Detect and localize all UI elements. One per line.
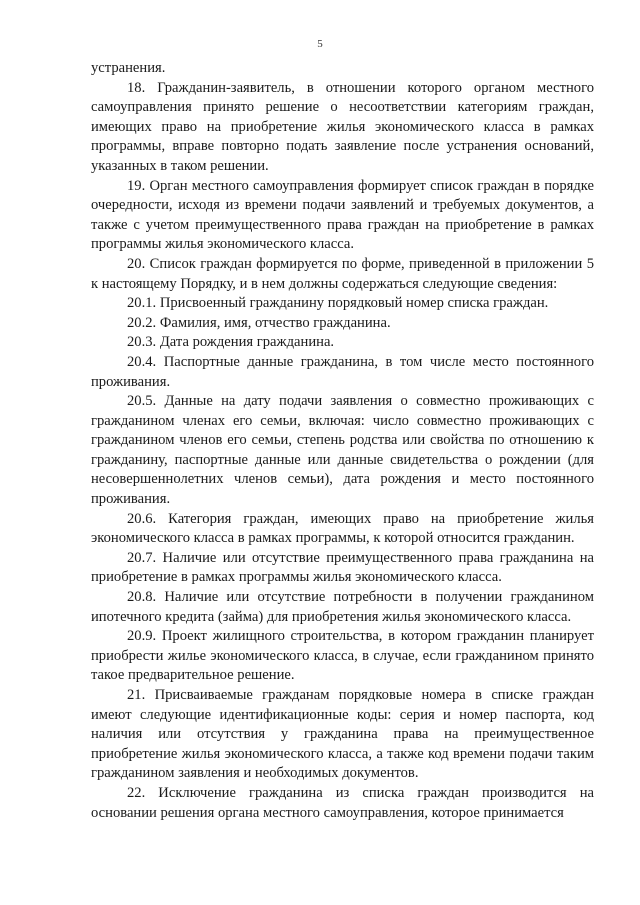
- page-number: 5: [317, 38, 323, 50]
- paragraph-20-8: 20.8. Наличие или отсутствие потребности в получении гражданином ипотечного кредита (займа) для приобретения жилья экономического класса.: [91, 589, 594, 625]
- paragraph-22: 22. Исключение гражданина из списка граждан производится на основании решения органа местного самоуправления, которое принимается: [91, 784, 594, 821]
- paragraph-21: 21. Присваиваемые гражданам порядковые номера в списке граждан имеют следующие идентификационные коды: серия и номер паспорта, код наличия или отсутствия у гражданина права на преимущественное приобретение жилья экономического класса, а также код времени подачи таким гражданином заявления и необходимых документов.: [91, 687, 594, 782]
- paragraph-20-5: 20.5. Данные на дату подачи заявления о совместно проживающих с гражданином членах его семьи, включая: число совместно проживающих с гражданином членов его семьи, степень родства или свойства по отношению к гражданину, паспортные данные или данные свидетельства о рождении (для несовершеннолетних членов семьи), дата рождения и место постоянного проживания.: [91, 393, 594, 508]
- paragraph-19: 19. Орган местного самоуправления формирует список граждан в порядке очередности, исходя из времени подачи заявлений и требуемых документов, а также с учетом преимущественного права граждан на приобретение в рамках программы жилья экономического класса.: [91, 177, 594, 253]
- paragraph-20-3: 20.3. Дата рождения гражданина.: [127, 334, 335, 351]
- document-body: [91, 59, 594, 823]
- paragraph-20-4: 20.4. Паспортные данные гражданина, в том числе место постоянного проживания.: [91, 353, 594, 390]
- paragraph-20-7: 20.7. Наличие или отсутствие преимущественного права гражданина на приобретение в рамках программы жилья экономического класса.: [91, 549, 594, 586]
- paragraph-20: 20. Список граждан формируется по форме, приведенной в приложении 5 к настоящему Порядку, и в нем должны содержаться следующие сведения:: [91, 255, 594, 292]
- paragraph-20-6: 20.6. Категория граждан, имеющих право на приобретение жилья экономического класса в рамках программы, к которой относится гражданин.: [91, 510, 594, 547]
- paragraph-20-2: 20.2. Фамилия, имя, отчество гражданина.: [127, 314, 391, 331]
- paragraph: устранения.: [91, 60, 166, 76]
- paragraph-20-9: 20.9. Проект жилищного строительства, в котором гражданин планирует приобрести жилье экономического класса, в случае, если гражданином принято такое предварительное решение.: [91, 628, 594, 684]
- paragraph-18: 18. Гражданин-заявитель, в отношении которого органом местного самоуправления принято решение о несоответствии категориям граждан, имеющих право на приобретение жилья экономического класса в рамках программы, вправе повторно подать заявление после устранения оснований, указанных в таком решении.: [91, 79, 594, 174]
- paragraph-20-1: 20.1. Присвоенный гражданину порядковый номер списка граждан.: [127, 295, 549, 312]
